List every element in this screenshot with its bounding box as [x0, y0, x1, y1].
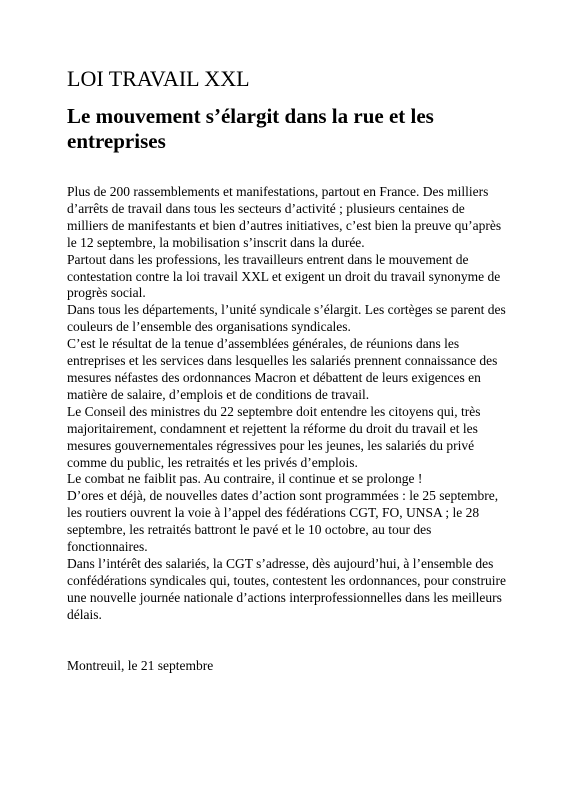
- paragraph-assemblees: C’est le résultat de la tenue d’assemblées générales, de réunions dans les entreprises et les services dans lesquelles les salariés prennent connaissance des mesures néfastes des ordonnances Macron et débattent de leurs exigences en matière de salaire, d’emplois et de conditions de travail.: [67, 336, 498, 402]
- paragraph-combat: Le combat ne faiblit pas. Au contraire, il continue et se prolonge !: [67, 471, 423, 487]
- paragraph-mobilisation: Plus de 200 rassemblements et manifestations, partout en France. Des milliers d’arrêts de travail dans tous les secteurs d’activité ; plusieurs centaines de milliers de manifestants et bien d’autres initiatives, c’est bien la preuve qu’après le 12 septembre, la mobilisation s’inscrit dans la durée.: [67, 184, 502, 250]
- document-kicker: LOI TRAVAIL XXL: [67, 66, 250, 91]
- document-title: Le mouvement s’élargit dans la rue et les entreprises: [67, 104, 434, 153]
- document: [67, 66, 507, 674]
- paragraph-unite-syndicale: Dans tous les départements, l’unité syndicale s’élargit. Les cortèges se parent des couleurs de l’ensemble des organisations syndicales.: [67, 302, 506, 335]
- paragraph-dates-action: D’ores et déjà, de nouvelles dates d’action sont programmées : le 25 septembre, les routiers ouvrent la voie à l’appel des fédérations CGT, FO, UNSA ; le 28 septembre, les retraités battront le pavé et le 10 octobre, au tour des fonctionnaires.: [67, 488, 499, 555]
- paragraph-appel-cgt: Dans l’intérêt des salariés, la CGT s’adresse, dès aujourd’hui, à l’ensemble des confédérations syndicales qui, toutes, contestent les ordonnances, pour construire une nouvelle journée nationale d’actions interprofessionnelles dans les meilleurs délais.: [67, 555, 507, 622]
- paragraph-conseil-ministres: Le Conseil des ministres du 22 septembre doit entendre les citoyens qui, très majoritairement, condamnent et rejettent la réforme du droit du travail et les mesures gouvernementales régressives pour les jeunes, les salariés du privé comme du public, les retraités et les privés d’emplois.: [67, 403, 481, 470]
- signature-line: Montreuil, le 21 septembre: [67, 657, 214, 673]
- paragraph-professions: Partout dans les professions, les travailleurs entrent dans le mouvement de contestation contre la loi travail XXL et exigent un droit du travail synonyme de progrès social.: [67, 251, 501, 301]
- document-body: [67, 184, 507, 624]
